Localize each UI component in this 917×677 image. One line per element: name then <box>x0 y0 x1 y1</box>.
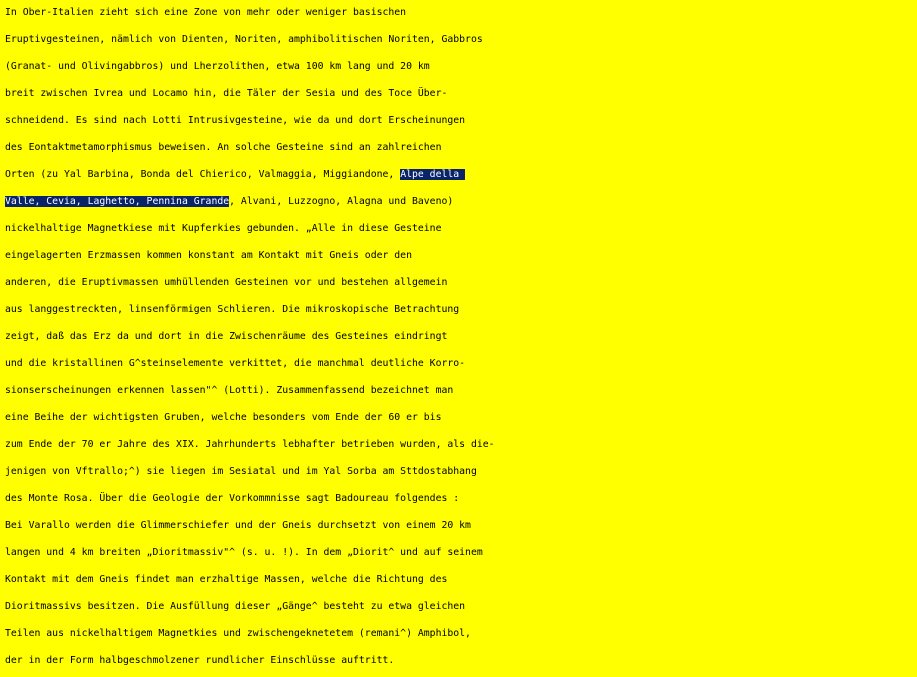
text-line: langen und 4 km breiten „Dioritmassiv"^ (s. u. !). In dem „Diorit^ und auf seinem <box>5 547 483 558</box>
line-text-after: , Alvani, Luzzogno, Alagna und Baveno) <box>229 196 454 207</box>
text-line: breit zwischen Ivrea und Locamo hin, die Täler der Sesia und des Toce Über- <box>5 88 448 99</box>
text-line: aus langgestreckten, linsenförmigen Schlieren. Die mikroskopische Betrachtung <box>5 304 460 315</box>
text-line: Kontakt mit dem Gneis findet man erzhaltige Massen, welche die Richtung des <box>5 574 448 585</box>
text-line: des Monte Rosa. Über die Geologie der Vorkommnisse sagt Badoureau folgendes : <box>5 493 460 504</box>
text-line: zeigt, daß das Erz da und dort in die Zwischenräume des Gesteines eindringt <box>5 331 448 342</box>
text-line: eine Beihe der wichtigsten Gruben, welche besonders vom Ende der 60 er bis <box>5 412 442 423</box>
text-line: und die kristallinen G^steinselemente verkittet, die manchmal deutliche Korro- <box>5 358 466 369</box>
text-line-with-selection <box>5 191 917 218</box>
text-line: eingelagerten Erzmassen kommen konstant am Kontakt mit Gneis oder den <box>5 250 412 261</box>
text-line: Eruptivgesteinen, nämlich von Dienten, Noriten, amphibolitischen Noriten, Gabbros <box>5 34 483 45</box>
text-line: nickelhaltige Magnetkiese mit Kupferkies gebunden. „Alle in diese Gesteine <box>5 223 442 234</box>
text-line: schneidend. Es sind nach Lotti Intrusivgesteine, wie da und dort Erscheinungen <box>5 115 466 126</box>
text-line: (Granat- und Olivingabbros) und Lherzolithen, etwa 100 km lang und 20 km <box>5 61 430 72</box>
text-line: der in der Form halbgeschmolzener rundlicher Einschlüsse auftritt. <box>5 655 395 666</box>
text-line: Dioritmassivs besitzen. Die Ausfüllung dieser „Gänge^ besteht zu etwa gleichen <box>5 601 466 612</box>
text-line: jenigen von Vftrallo;^) sie liegen im Sesiatal und im Yal Sorba am Sttdostabhang <box>5 466 477 477</box>
selected-text[interactable]: Alpe della <box>400 169 466 180</box>
text-line: zum Ende der 70 er Jahre des XIX. Jahrhunderts lebhafter betrieben wurden, als die- <box>5 439 495 450</box>
text-line: sionserscheinungen erkennen lassen"^ (Lotti). Zusammenfassend bezeichnet man <box>5 385 454 396</box>
selected-text[interactable]: Valle, Cevia, Laghetto, Pennina Grande <box>5 196 230 207</box>
text-line: anderen, die Eruptivmassen umhüllenden Gesteinen vor und bestehen allgemein <box>5 277 448 288</box>
text-line: Teilen aus nickelhaltigem Magnetkies und zwischengeknetetem (remani^) Amphibol, <box>5 628 471 639</box>
text-line: Bei Varallo werden die Glimmerschiefer und der Gneis durchsetzt von einem 20 km <box>5 520 471 531</box>
text-line: des Eontaktmetamorphismus beweisen. An solche Gesteine sind an zahlreichen <box>5 142 442 153</box>
line-text-before: Orten (zu Yal Barbina, Bonda del Chierico, Valmaggia, Miggiandone, <box>5 169 401 180</box>
text-line-with-selection <box>5 164 917 191</box>
text-line: In Ober-Italien zieht sich eine Zone von mehr oder weniger basischen <box>5 7 407 18</box>
